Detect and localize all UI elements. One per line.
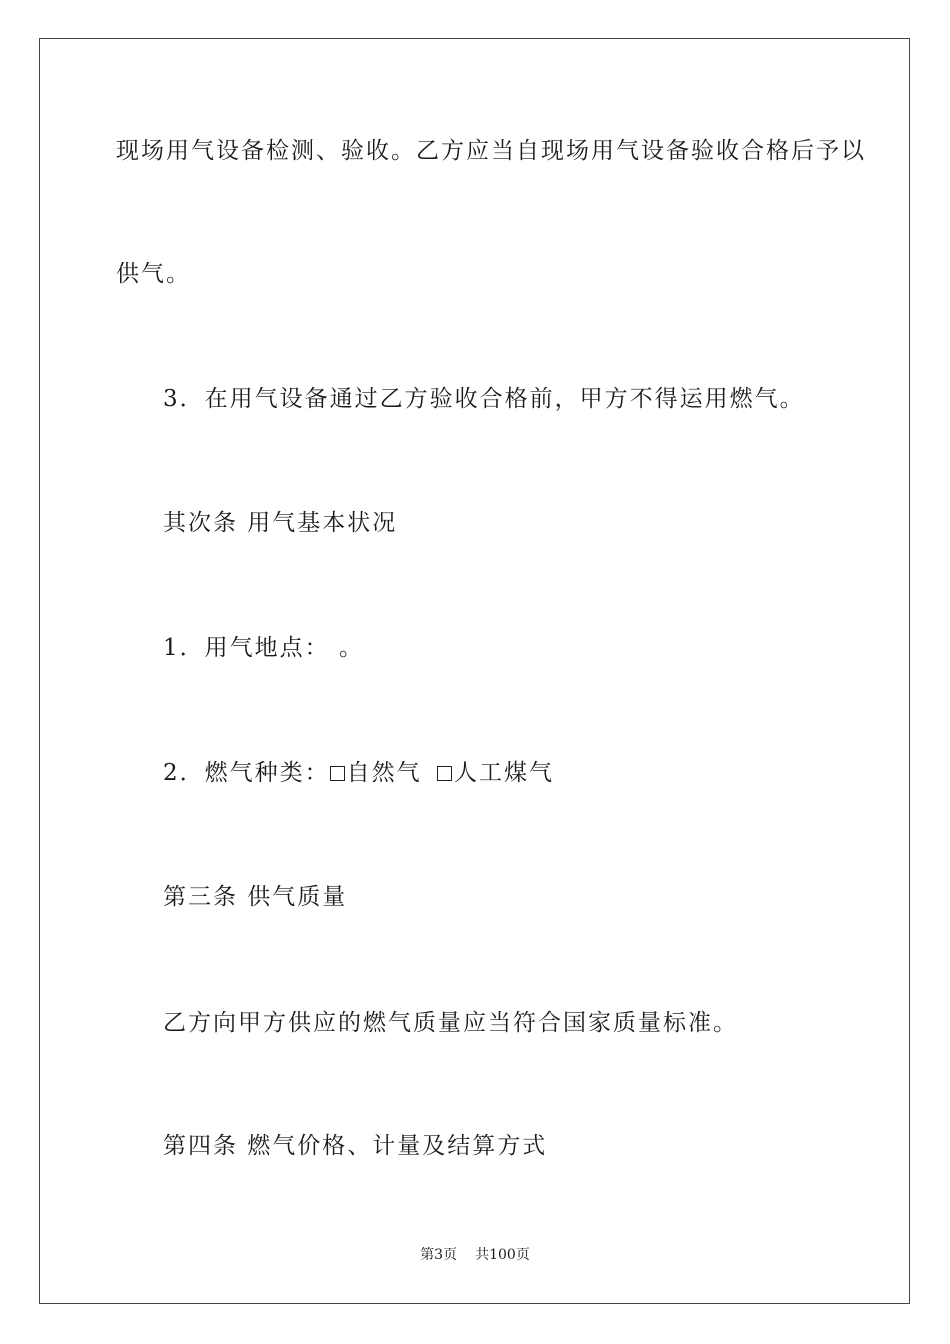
clause-item-3: 3．在用气设备通过乙方验收合格前，甲方不得运用燃气。 [163,386,805,412]
manufactured-gas-checkbox[interactable] [437,766,452,781]
section-heading-3: 第三条 供气质量 [163,884,348,910]
gas-type-item [163,758,554,788]
section-heading-2: 其次条 用气基本状况 [163,510,398,536]
paragraph-line-2: 供气。 [116,261,191,287]
manufactured-gas-option-label: 人工煤气 [453,760,554,786]
natural-gas-option-label: 自然气 [346,760,422,786]
section-heading-4: 第四条 燃气价格、计量及结算方式 [163,1133,548,1159]
gas-type-label: 2．燃气种类： [163,760,330,786]
total-pages: 共100页 [475,1247,530,1263]
gas-quality-paragraph: 乙方向甲方供应的燃气质量应当符合国家质量标准。 [163,1010,738,1036]
natural-gas-checkbox[interactable] [330,766,345,781]
page-number: 第3页 [420,1247,458,1263]
page-border [39,38,910,1304]
paragraph-line-1: 现场用气设备检测、验收。乙方应当自现场用气设备验收合格后予以 [116,138,866,164]
page-footer [0,1245,950,1265]
gas-location-item: 1．用气地点： 。 [163,635,364,661]
